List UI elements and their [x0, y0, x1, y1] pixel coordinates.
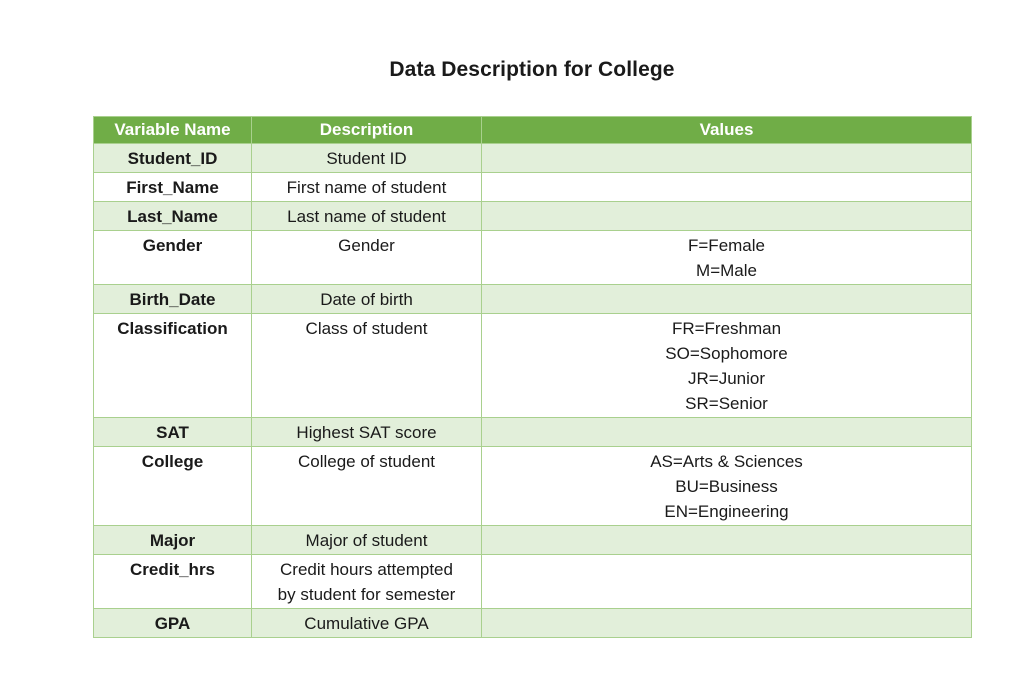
variable-name-cell: SAT — [94, 418, 252, 447]
value-item: SR=Senior — [685, 394, 768, 413]
value-item: JR=Junior — [687, 369, 765, 388]
header-variable-name: Variable Name — [94, 117, 252, 144]
values-cell — [482, 314, 972, 418]
values-cell — [482, 526, 972, 555]
header-values: Values — [482, 117, 972, 144]
table-row — [94, 526, 972, 555]
description-cell: First name of student — [252, 173, 482, 202]
description-cell: Date of birth — [252, 285, 482, 314]
variable-name-cell: Gender — [94, 231, 252, 285]
table-row — [94, 144, 972, 173]
table-row — [94, 202, 972, 231]
value-item: SO=Sophomore — [665, 344, 788, 363]
values-cell — [482, 447, 972, 526]
variable-name-cell: Major — [94, 526, 252, 555]
description-cell: Major of student — [252, 526, 482, 555]
value-item: M=Male — [696, 261, 757, 280]
values-cell — [482, 609, 972, 638]
variable-name-cell: Credit_hrs — [94, 555, 252, 609]
description-cell: Gender — [252, 231, 482, 285]
description-cell: Credit hours attempted by student for semester — [252, 555, 482, 609]
variable-name-cell: Classification — [94, 314, 252, 418]
description-cell: Student ID — [252, 144, 482, 173]
description-cell: Highest SAT score — [252, 418, 482, 447]
header-description: Description — [252, 117, 482, 144]
description-cell: Cumulative GPA — [252, 609, 482, 638]
variable-name-cell: Last_Name — [94, 202, 252, 231]
table-row — [94, 173, 972, 202]
variable-name-cell: GPA — [94, 609, 252, 638]
value-item: F=Female — [688, 236, 765, 255]
values-cell — [482, 285, 972, 314]
description-cell: Class of student — [252, 314, 482, 418]
value-item: BU=Business — [675, 477, 778, 496]
description-cell: Last name of student — [252, 202, 482, 231]
variable-name-cell: Birth_Date — [94, 285, 252, 314]
table-row — [94, 231, 972, 285]
table-row — [94, 447, 972, 526]
page-title: Data Description for College — [389, 58, 675, 81]
table-row — [94, 609, 972, 638]
values-cell — [482, 144, 972, 173]
value-item: FR=Freshman — [671, 319, 782, 338]
table-header-row — [94, 117, 972, 144]
variable-name-cell: First_Name — [94, 173, 252, 202]
values-cell — [482, 231, 972, 285]
values-cell — [482, 555, 972, 609]
table-row — [94, 418, 972, 447]
values-cell — [482, 173, 972, 202]
description-cell: College of student — [252, 447, 482, 526]
table-row — [94, 314, 972, 418]
variable-name-cell: Student_ID — [94, 144, 252, 173]
values-cell — [482, 418, 972, 447]
value-item: AS=Arts & Sciences — [650, 452, 803, 471]
variable-name-cell: College — [94, 447, 252, 526]
table-row — [94, 285, 972, 314]
table-row — [94, 555, 972, 609]
values-cell — [482, 202, 972, 231]
data-description-table — [93, 116, 972, 638]
value-item: EN=Engineering — [664, 502, 789, 521]
